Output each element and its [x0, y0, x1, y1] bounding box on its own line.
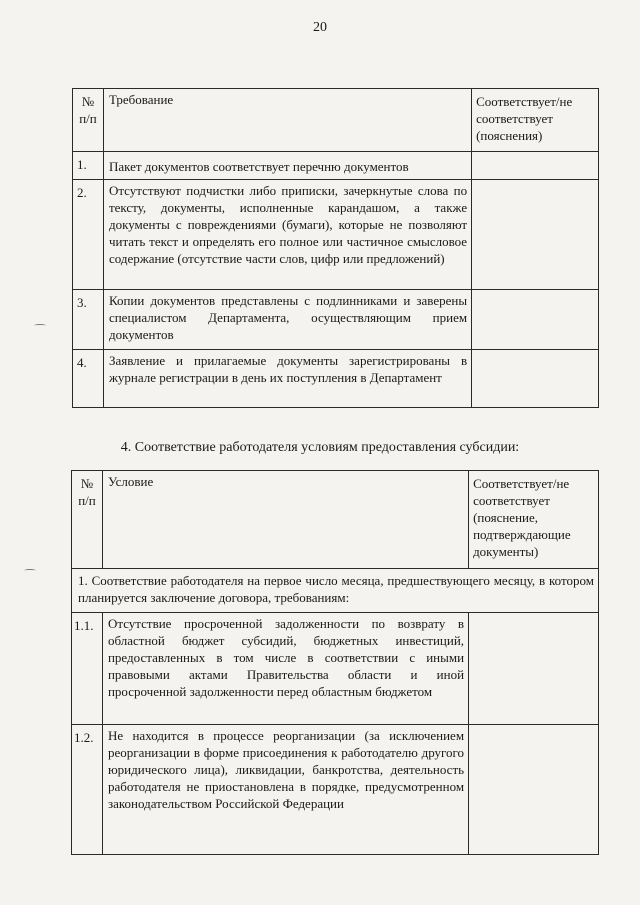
- page-number: 20: [313, 20, 327, 35]
- table-row: [72, 613, 599, 725]
- header-condition: Условие: [102, 471, 468, 569]
- header-number: № п/п: [72, 471, 103, 569]
- row-number: 1.: [73, 152, 104, 180]
- table-row: [73, 290, 599, 350]
- group-row: [72, 569, 599, 613]
- document-check-table: [72, 88, 599, 408]
- scan-mark: [24, 569, 36, 572]
- row-status: [469, 725, 599, 855]
- table-row: [73, 152, 599, 180]
- row-text: Отсутствуют подчистки либо приписки, зачеркнутые слова по тексту, документы, исполненные карандашом, а также документы с повреждениями (бумаги), которые не позволяют читать текст и определять его полное или частичное смысловое содержание (отсутствие части слов, цифр или предложений): [103, 180, 471, 290]
- row-status: [469, 613, 599, 725]
- row-status: [472, 180, 599, 290]
- row-number: 4.: [73, 350, 104, 408]
- group-row-text: 1. Соответствие работодателя на первое число месяца, предшествующего месяцу, в котором планируется заключение договора, требованиям:: [72, 569, 599, 613]
- row-number: 3.: [73, 290, 104, 350]
- row-status: [472, 350, 599, 408]
- row-number: 1.1.: [72, 613, 103, 725]
- row-number: 1.2.: [72, 725, 103, 855]
- row-number: 2.: [73, 180, 104, 290]
- header-requirement: Требование: [103, 89, 471, 152]
- table-header-row: [73, 89, 599, 152]
- table-row: [73, 180, 599, 290]
- header-status: Соответствует/не соответствует (пояснения): [472, 89, 599, 152]
- row-status: [472, 290, 599, 350]
- row-status: [472, 152, 599, 180]
- row-text: Копии документов представлены с подлинниками и заверены специалистом Департамента, осуществляющим прием документов: [103, 290, 471, 350]
- row-text: Заявление и прилагаемые документы зарегистрированы в журнале регистрации в день их поступления в Департамент: [103, 350, 471, 408]
- header-number: № п/п: [73, 89, 104, 152]
- row-text: Отсутствие просроченной задолженности по возврату в областной бюджет субсидий, бюджетных инвестиций, предоставленных в том числе в соответствии с иными правовыми актами Правительства области и иной просроченной задолженности перед областным бюджетом: [102, 613, 468, 725]
- table-header-row: [72, 471, 599, 569]
- table-row: [73, 350, 599, 408]
- row-text: Не находится в процессе реорганизации (за исключением реорганизации в форме присоединения к работодателю другого юридического лица), ликвидации, банкротства, деятельность работодателя не приостановлена в порядке, предусмотренном законодательством Российской Федерации: [102, 725, 468, 855]
- scan-mark: [34, 324, 46, 327]
- section-heading: 4. Соответствие работодателя условиям предоставления субсидии:: [120, 440, 520, 455]
- table-row: [72, 725, 599, 855]
- employer-conditions-table: [71, 470, 599, 855]
- header-status: Соответствует/не соответствует (пояснение, подтверждающие документы): [469, 471, 599, 569]
- row-text: Пакет документов соответствует перечню документов: [103, 152, 471, 180]
